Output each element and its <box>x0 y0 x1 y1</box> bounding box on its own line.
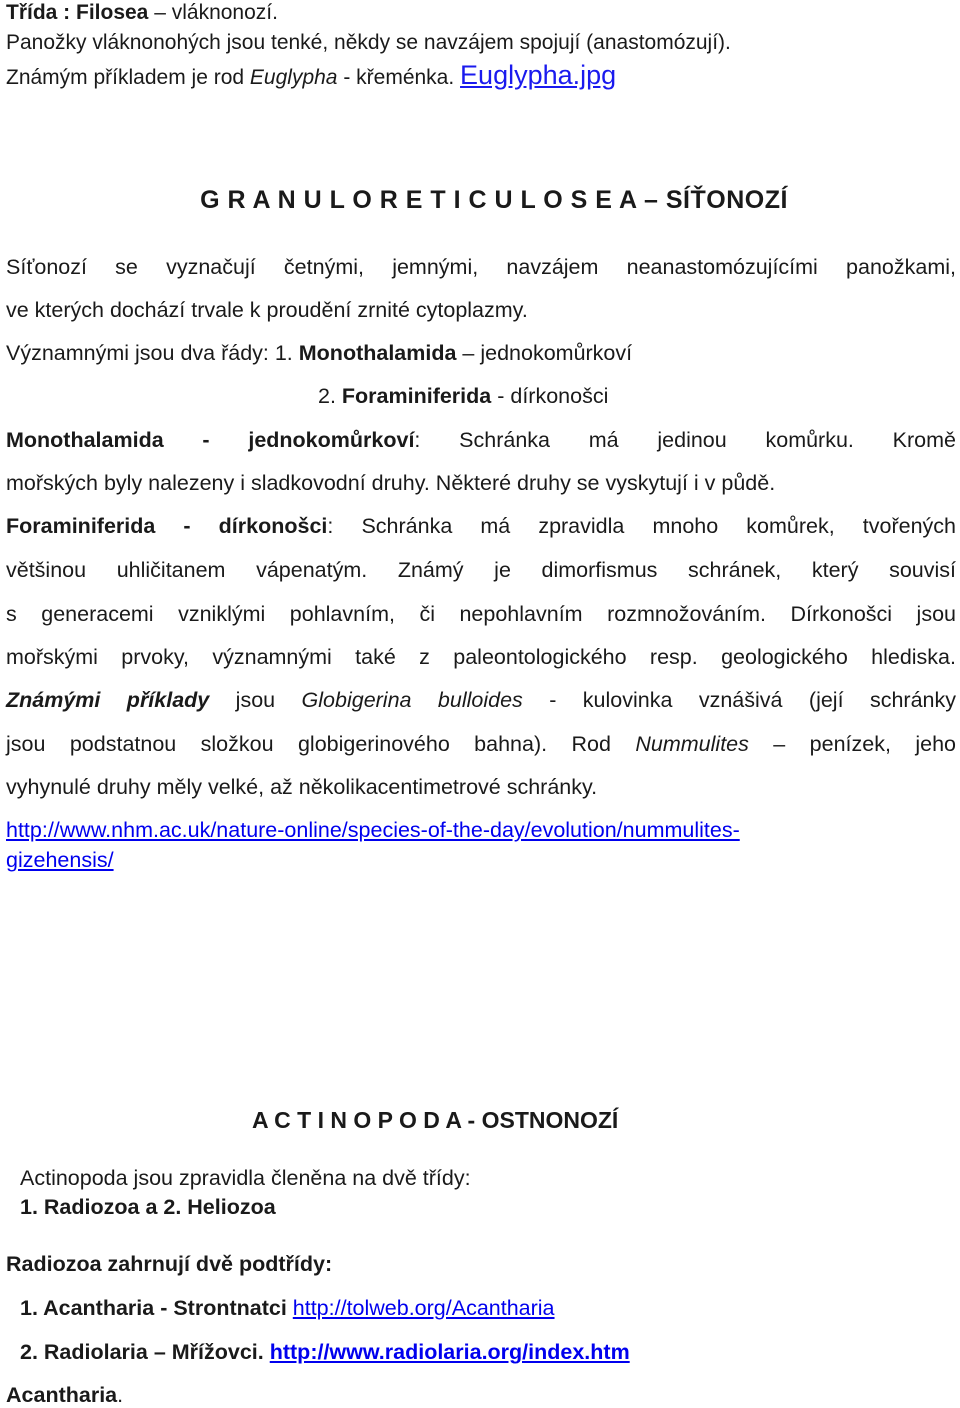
order2-desc: - dírkonošci <box>491 384 609 408</box>
examples-line2-prefix: jsou podstatnou složkou globigerinového bahna). Rod <box>6 732 636 756</box>
tolweb-link[interactable]: http://tolweb.org/Acantharia <box>292 1296 555 1320</box>
examples-line1 <box>6 688 956 713</box>
filosea-example-line <box>6 62 616 91</box>
radiolaria-link[interactable]: http://www.radiolaria.org/index.htm <box>269 1340 630 1364</box>
actinopoda-classes: 1. Radiozoa a 2. Heliozoa <box>20 1195 276 1219</box>
orders-line <box>6 341 632 366</box>
filosea-example-prefix: Známým příkladem je rod <box>6 66 250 89</box>
examples-line1-rest: - kulovinka vznášivá (její schránky <box>522 688 957 712</box>
filosea-class-desc: – vláknonozí. <box>148 1 278 24</box>
nhm-link-line1[interactable]: http://www.nhm.ac.uk/nature-online/species-of-the-day/evolution/nummulites- <box>6 818 740 842</box>
filosea-genus: Euglypha <box>249 66 338 89</box>
granuloreticulosea-heading: G R A N U L O R E T I C U L O S E A – SÍŤONOZÍ <box>200 186 788 214</box>
globigerina-species: Globigerina bulloides <box>301 688 523 712</box>
euglypha-image-link[interactable]: Euglypha.jpg <box>460 60 617 90</box>
examples-mid: jsou <box>209 688 302 712</box>
radiolaria-item <box>20 1340 630 1365</box>
acantharia-item <box>20 1296 555 1321</box>
filosea-description: Panožky vláknonohých jsou tenké, někdy se navzájem spojují (anastomózují). <box>6 31 731 54</box>
monothalamida-line1-rest: : Schránka má jedinou komůrku. Kromě <box>414 428 956 452</box>
acantharia-footer <box>6 1383 123 1408</box>
order1-name: Monothalamida <box>298 341 457 365</box>
foraminiferida-line1-rest: : Schránka má zpravidla mnoho komůrek, tvořených <box>327 514 956 538</box>
examples-line2-rest: – penízek, jeho <box>748 732 956 756</box>
acantharia-footer-term: Acantharia <box>6 1383 118 1407</box>
nhm-link-line2[interactable]: gizehensis/ <box>6 848 114 872</box>
radiolaria-label: 2. Radiolaria – Mřížovci. <box>20 1340 270 1364</box>
radiozoa-subclasses-heading: Radiozoa zahrnují dvě podtřídy: <box>6 1252 333 1276</box>
order2-line <box>318 384 608 409</box>
orders-prefix: Významnými jsou dva řády: 1. <box>6 341 299 365</box>
order2-name: Foraminiferida <box>341 384 492 408</box>
filosea-example-suffix: - křeménka. <box>337 66 461 89</box>
acantharia-label: 1. Acantharia - Strontnatci <box>20 1296 293 1320</box>
actinopoda-intro: Actinopoda jsou zpravidla členěna na dvě třídy: <box>20 1166 471 1190</box>
foraminiferida-line2: většinou uhličitanem vápenatým. Známý je dimorfismus schránek, který souvisí <box>6 558 956 582</box>
filosea-title-line <box>6 0 278 26</box>
foraminiferida-line3: s generacemi vzniklými pohlavním, či nepohlavním rozmnožováním. Dírkonošci jsou <box>6 602 956 626</box>
examples-label: Známými příklady <box>6 688 210 712</box>
monothalamida-term: Monothalamida - jednokomůrkoví <box>6 428 415 452</box>
nummulites-genus: Nummulites <box>635 732 749 756</box>
actinopoda-heading: A C T I N O P O D A - OSTNONOZÍ <box>252 1107 619 1133</box>
examples-line3: vyhynulé druhy měly velké, až několikacentimetrové schránky. <box>6 775 598 799</box>
monothalamida-line1 <box>6 428 956 453</box>
order2-num: 2. <box>318 384 342 408</box>
order1-desc: – jednokomůrkoví <box>456 341 633 365</box>
foraminiferida-line1 <box>6 514 956 539</box>
foraminiferida-line4: mořskými prvoky, významnými také z paleontologického resp. geologického hlediska. <box>6 645 956 669</box>
filosea-class-label: Třída : Filosea <box>6 1 149 24</box>
foraminiferida-term: Foraminiferida - dírkonošci <box>6 514 328 538</box>
granuloreticulosea-p1: Síťonozí se vyznačují četnými, jemnými, navzájem neanastomózujícími panožkami, <box>6 255 956 279</box>
granuloreticulosea-p2: ve kterých dochází trvale k proudění zrnité cytoplazmy. <box>6 298 528 322</box>
monothalamida-line2: mořských byly nalezeny i sladkovodní druhy. Některé druhy se vyskytují i v půdě. <box>6 471 776 495</box>
acantharia-footer-dot: . <box>117 1383 124 1407</box>
examples-line2 <box>6 732 956 757</box>
